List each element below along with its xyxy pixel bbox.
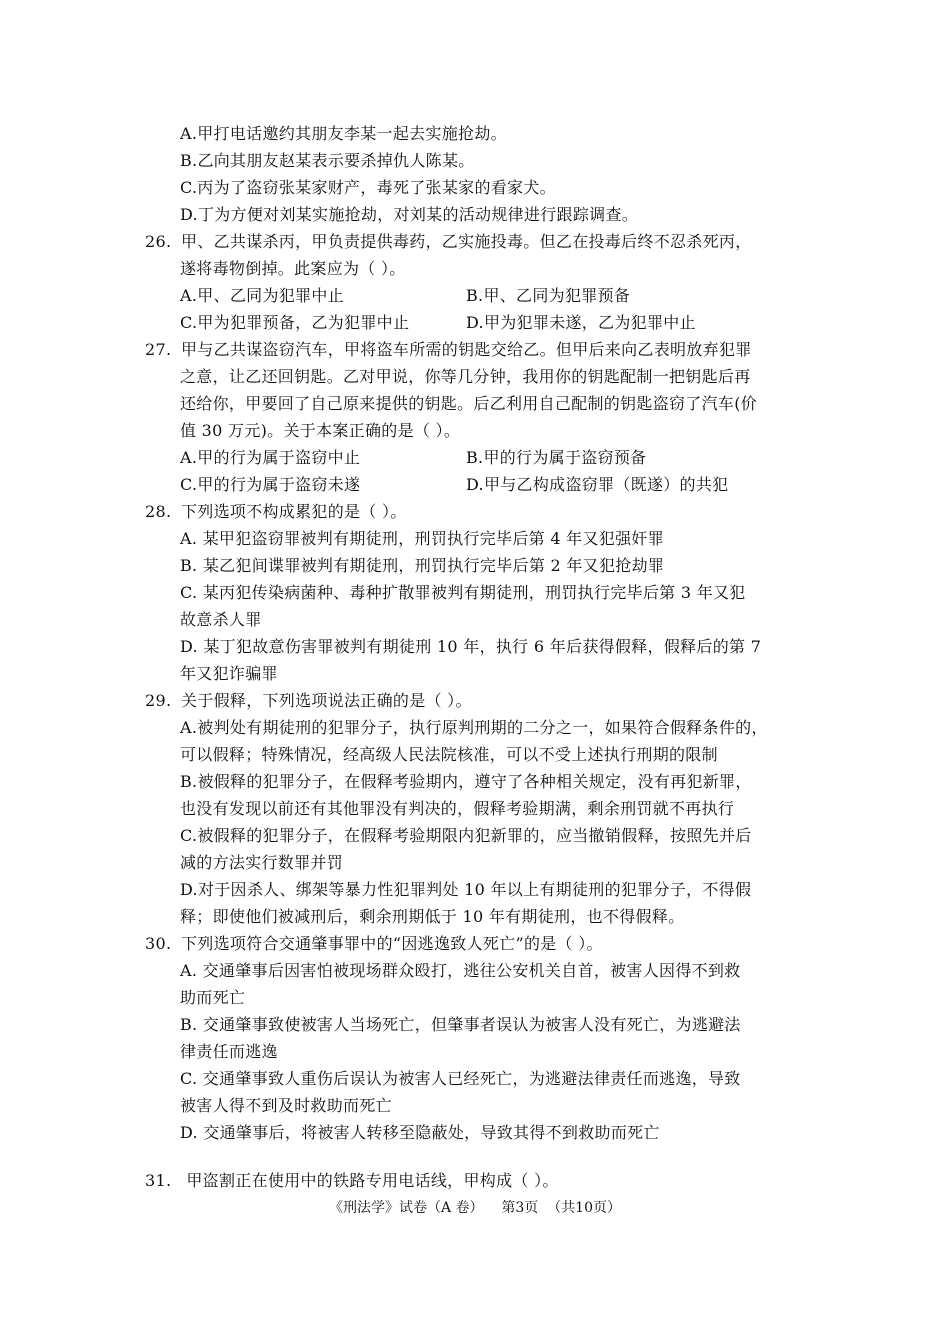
q30-option-c-line2: 被害人得不到及时救助而死亡 xyxy=(180,1096,392,1115)
q26-stem-line2: 遂将毒物倒掉。此案应为（ ）。 xyxy=(180,259,406,278)
q26-option-a: A.甲、乙同为犯罪中止 xyxy=(180,286,344,305)
q27-option-a: A.甲的行为属于盗窃中止 xyxy=(180,448,361,467)
q28-option-c-line1: C. 某丙犯传染病菌种、毒种扩散罪被判有期徒刑，刑罚执行完毕后第 3 年又犯 xyxy=(180,583,746,602)
q30-option-b-line1: B. 交通肇事致使被害人当场死亡，但肇事者误认为被害人没有死亡，为逃避法 xyxy=(180,1015,741,1034)
q30-option-a-line1: A. 交通肇事后因害怕被现场群众殴打，逃往公安机关自首，被害人因得不到救 xyxy=(180,961,741,980)
q28-option-d-line1: D. 某丁犯故意伤害罪被判有期徒刑 10 年，执行 6 年后获得假释，假释后的第 7 xyxy=(180,637,762,656)
q30-option-d: D. 交通肇事后，将被害人转移至隐蔽处，导致其得不到救助而死亡 xyxy=(180,1123,660,1142)
question-number: 27. xyxy=(145,340,172,359)
q28-option-b: B. 某乙犯间谍罪被判有期徒刑，刑罚执行完毕后第 2 年又犯抢劫罪 xyxy=(180,556,665,575)
q29-option-b-line2: 也没有发现以前还有其他罪没有判决的，假释考验期满，剩余刑罚就不再执行 xyxy=(180,799,735,818)
q27-stem-line4: 值 30 万元)。关于本案正确的是（ ）。 xyxy=(180,421,461,440)
question-number: 31. xyxy=(145,1171,172,1190)
q30-option-a-line2: 助而死亡 xyxy=(180,988,246,1007)
q25-option-b: B.乙向其朋友赵某表示要杀掉仇人陈某。 xyxy=(180,151,475,170)
q30-option-b-line2: 律责任而逃逸 xyxy=(180,1042,278,1061)
q27-option-d: D.甲与乙构成盗窃罪（既遂）的共犯 xyxy=(466,475,729,494)
q28-option-a: A. 某甲犯盗窃罪被判有期徒刑，刑罚执行完毕后第 4 年又犯强奸罪 xyxy=(180,529,664,548)
q25-option-c: C.丙为了盗窃张某家财产，毒死了张某家的看家犬。 xyxy=(180,178,556,197)
q29-option-c-line2: 减的方法实行数罪并罚 xyxy=(180,853,344,872)
question-number: 28. xyxy=(145,502,172,521)
q29-option-d-line2: 释；即使他们被减刑后，剩余刑期低于 10 年有期徒刑，也不得假释。 xyxy=(180,907,685,926)
q25-option-d: D.丁为方便对刘某实施抢劫，对刘某的活动规律进行跟踪调查。 xyxy=(180,205,639,224)
question-number: 26. xyxy=(145,232,172,251)
page-footer: 《刑法学》试卷（A 卷） 第3页 （共10页） xyxy=(329,1200,621,1216)
q27-stem-line2: 之意，让乙还回钥匙。乙对甲说，你等几分钟，我用你的钥匙配制一把钥匙后再 xyxy=(180,367,751,386)
q29-option-a-line2: 可以假释；特殊情况，经高级人民法院核准，可以不受上述执行刑期的限制 xyxy=(180,745,718,764)
q29-option-d-line1: D.对于因杀人、绑架等暴力性犯罪判处 10 年以上有期徒刑的犯罪分子，不得假 xyxy=(180,880,752,899)
q29-option-a-line1: A.被判处有期徒刑的犯罪分子，执行原判刑期的二分之一，如果符合假释条件的， xyxy=(180,718,768,737)
q30-option-c-line1: C. 交通肇事致人重伤后误认为被害人已经死亡，为逃避法律责任而逃逸，导致 xyxy=(180,1069,741,1088)
q28-option-c-line2: 故意杀人罪 xyxy=(180,610,262,629)
q27-stem-line1: 27. 甲与乙共谋盗窃汽车，甲将盗车所需的钥匙交给乙。但甲后来向乙表明放弃犯罪 xyxy=(145,340,752,359)
q27-option-c: C.甲的行为属于盗窃未遂 xyxy=(180,475,361,494)
q25-option-a: A.甲打电话邀约其朋友李某一起去实施抢劫。 xyxy=(180,124,507,143)
q30-stem: 30. 下列选项符合交通肇事罪中的“因逃逸致人死亡”的是（ ）。 xyxy=(145,934,603,953)
q26-option-d: D.甲为犯罪未遂，乙为犯罪中止 xyxy=(466,313,696,332)
q31-stem: 31. 甲盗割正在使用中的铁路专用电话线，甲构成（ ）。 xyxy=(145,1171,559,1190)
q26-option-b: B.甲、乙同为犯罪预备 xyxy=(466,286,631,305)
q29-option-c-line1: C.被假释的犯罪分子，在假释考验期限内犯新罪的，应当撤销假释，按照先并后 xyxy=(180,826,752,845)
q28-option-d-line2: 年又犯诈骗罪 xyxy=(180,664,278,683)
q26-stem-line1: 26. 甲、乙共谋杀丙，甲负责提供毒药，乙实施投毒。但乙在投毒后终不忍杀死丙， xyxy=(145,232,752,251)
q26-option-c: C.甲为犯罪预备，乙为犯罪中止 xyxy=(180,313,410,332)
question-number: 30. xyxy=(145,934,172,953)
q27-stem-line3: 还给你，甲要回了自己原来提供的钥匙。后乙利用自己配制的钥匙盗窃了汽车(价 xyxy=(180,394,758,413)
q28-stem: 28. 下列选项不构成累犯的是（ ）。 xyxy=(145,502,407,521)
q29-stem: 29. 关于假释，下列选项说法正确的是（ ）。 xyxy=(145,691,472,710)
q29-option-b-line1: B.被假释的犯罪分子，在假释考验期内，遵守了各种相关规定，没有再犯新罪， xyxy=(180,772,752,791)
q27-option-b: B.甲的行为属于盗窃预备 xyxy=(466,448,647,467)
question-number: 29. xyxy=(145,691,172,710)
